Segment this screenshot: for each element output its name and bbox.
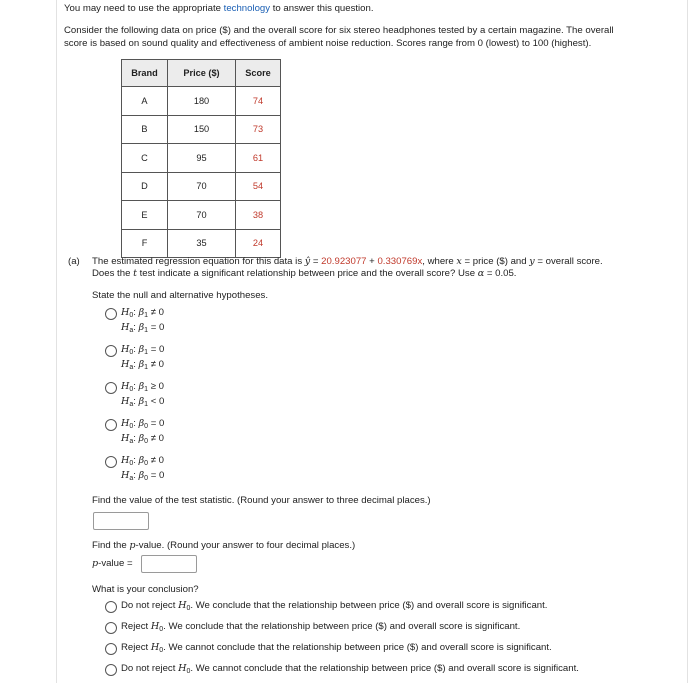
h-subscript: a [129, 364, 134, 371]
cell-score: 74 [236, 87, 281, 116]
y-definition: = overall score. [534, 256, 603, 267]
relation: ≠ 0 [148, 359, 165, 370]
t-variable: t [133, 268, 137, 279]
beta-subscript: 1 [144, 312, 149, 319]
relation: ≠ 0 [148, 433, 165, 444]
h-subscript: 0 [186, 668, 191, 675]
header-score: Score [236, 60, 281, 87]
line2-mid: test indicate a significant relationship between price and the overall score? Use [136, 268, 478, 279]
h-subscript: 0 [129, 312, 134, 319]
beta-subscript: 1 [144, 386, 149, 393]
pvalue-input[interactable] [141, 555, 197, 573]
colon: : [133, 455, 139, 466]
hypothesis-option-5-radio[interactable] [105, 456, 117, 468]
colon: : [133, 381, 139, 392]
cell-price: 35 [168, 229, 236, 258]
hypothesis-option-1-null [121, 307, 164, 319]
h-subscript: 0 [186, 605, 191, 612]
y-variable: y [529, 256, 535, 267]
hypothesis-option-4-radio[interactable] [105, 419, 117, 431]
test-stat-prompt: Find the value of the test statistic. (Round your answer to three decimal places.) [92, 495, 431, 506]
colon: : [133, 307, 139, 318]
pvalue-label-suffix: -value = [98, 558, 133, 569]
beta-symbol: β [138, 433, 145, 444]
problem-line-2: score is based on sound quality and effectiveness of ambient noise reduction. Scores range from 0 (lowest) to 100 (highest). [64, 38, 592, 49]
h-subscript: a [129, 438, 134, 445]
eq-prefix: The estimated regression equation for this data is [92, 256, 305, 267]
header-price: Price ($) [168, 60, 236, 87]
beta-symbol: β [138, 322, 145, 333]
conclusion-option-3-radio[interactable] [105, 643, 117, 655]
colon: : [133, 322, 139, 333]
hypothesis-option-3-alt [121, 396, 164, 408]
cell-score: 54 [236, 172, 281, 201]
h-symbol: H [121, 322, 130, 333]
conclusion-option-2-label[interactable] [121, 621, 520, 633]
h-symbol: H [121, 381, 130, 392]
h-symbol: H [121, 344, 130, 355]
p-variable: p [129, 540, 136, 551]
test-stat-input[interactable] [93, 512, 149, 530]
h-symbol: H [121, 396, 130, 407]
conclusion-option-1-label[interactable] [121, 600, 547, 612]
beta-symbol: β [138, 307, 145, 318]
relation: ≠ 0 [148, 307, 165, 318]
hypothesis-option-4-null [121, 418, 164, 430]
cell-brand: B [122, 115, 168, 144]
conclusion-option-1-radio[interactable] [105, 601, 117, 613]
beta-symbol: β [138, 396, 145, 407]
cell-brand: D [122, 172, 168, 201]
hypothesis-option-3-radio[interactable] [105, 382, 117, 394]
conclusion-pre: Reject [121, 642, 151, 653]
h-subscript: a [129, 401, 134, 408]
table-header-row [122, 60, 281, 87]
h-subscript: a [129, 475, 134, 482]
pvalue-prompt-suffix: -value. (Round your answer to four decimal places.) [135, 540, 356, 551]
beta-subscript: 0 [144, 423, 149, 430]
conclusion-option-4-label[interactable] [121, 663, 579, 675]
table-row [122, 144, 281, 173]
h-symbol: H [121, 470, 130, 481]
cell-brand: E [122, 201, 168, 230]
relation: ≠ 0 [148, 455, 165, 466]
beta-symbol: β [138, 381, 145, 392]
conclusion-option-3-label[interactable] [121, 642, 552, 654]
beta-subscript: 0 [144, 475, 149, 482]
relation: < 0 [148, 396, 165, 407]
table-row [122, 201, 281, 230]
hypothesis-option-1-radio[interactable] [105, 308, 117, 320]
intercept-value: 20.923077 [321, 256, 367, 267]
beta-symbol: β [138, 359, 145, 370]
hypothesis-option-4-alt [121, 433, 164, 445]
beta-subscript: 1 [144, 349, 149, 356]
pvalue-prompt-prefix: Find the [92, 540, 130, 551]
part-a-line-1 [92, 256, 603, 267]
table-row [122, 115, 281, 144]
part-a-label: (a) [68, 256, 80, 267]
eq-where: , where [422, 256, 457, 267]
technology-link[interactable]: technology [223, 3, 271, 14]
eq-plus: + [366, 256, 378, 267]
conclusion-post: . We conclude that the relationship between price ($) and overall score is significant. [190, 600, 548, 611]
cell-price: 150 [168, 115, 236, 144]
conclusion-option-4-radio[interactable] [105, 664, 117, 676]
y-hat: ŷ [304, 256, 311, 267]
part-a-line-2 [92, 268, 516, 279]
cell-price: 70 [168, 172, 236, 201]
pvalue-prompt [92, 540, 355, 551]
cell-score: 73 [236, 115, 281, 144]
line2-prefix: Does the [92, 268, 134, 279]
pvalue-label [92, 558, 133, 569]
hypothesis-option-5-alt [121, 470, 164, 482]
slope-term: 0.330769x [377, 256, 423, 267]
alpha-symbol: α [477, 268, 485, 279]
cell-score: 38 [236, 201, 281, 230]
cell-score: 24 [236, 229, 281, 258]
cell-price: 180 [168, 87, 236, 116]
colon: : [133, 359, 139, 370]
beta-symbol: β [138, 418, 145, 429]
beta-subscript: 0 [144, 438, 149, 445]
h-symbol: H [178, 600, 187, 611]
h-subscript: 0 [129, 386, 134, 393]
table-row [122, 87, 281, 116]
h-subscript: 0 [159, 626, 164, 633]
hypothesis-option-2-null [121, 344, 164, 356]
conclusion-pre: Do not reject [121, 663, 179, 674]
h-symbol: H [121, 418, 130, 429]
conclusion-post: . We cannot conclude that the relationship between price ($) and overall score is significant. [163, 642, 552, 653]
beta-symbol: β [138, 455, 145, 466]
colon: : [133, 433, 139, 444]
header-brand: Brand [122, 60, 168, 87]
h-symbol: H [121, 433, 130, 444]
x-variable: x [456, 256, 462, 267]
beta-subscript: 1 [144, 364, 149, 371]
h-subscript: 0 [129, 460, 134, 467]
h-symbol: H [178, 663, 187, 674]
beta-subscript: 1 [144, 401, 149, 408]
eq-equals: = [310, 256, 322, 267]
conclusion-prompt: What is your conclusion? [92, 584, 199, 595]
hypothesis-option-5-null [121, 455, 164, 467]
relation: = 0 [148, 344, 165, 355]
relation: = 0 [148, 418, 165, 429]
relation: = 0 [148, 470, 165, 481]
conclusion-post: . We conclude that the relationship between price ($) and overall score is significant. [163, 621, 521, 632]
cell-brand: F [122, 229, 168, 258]
h-symbol: H [121, 359, 130, 370]
beta-symbol: β [138, 470, 145, 481]
hypothesis-option-3-null [121, 381, 164, 393]
h-symbol: H [150, 642, 160, 653]
cell-price: 70 [168, 201, 236, 230]
relation: ≥ 0 [148, 381, 165, 392]
beta-subscript: 0 [144, 460, 149, 467]
h-subscript: 0 [129, 423, 134, 430]
conclusion-pre: Do not reject [121, 600, 179, 611]
colon: : [133, 470, 139, 481]
pvalue-label-p: p [92, 558, 99, 569]
hypothesis-option-1-alt [121, 322, 164, 334]
h-symbol: H [121, 455, 130, 466]
table-row [122, 229, 281, 258]
colon: : [133, 344, 139, 355]
hypothesis-option-2-radio[interactable] [105, 345, 117, 357]
intro-text [64, 3, 374, 14]
cell-price: 95 [168, 144, 236, 173]
h-symbol: H [121, 307, 130, 318]
data-table [121, 59, 281, 258]
colon: : [133, 418, 139, 429]
problem-line-1: Consider the following data on price ($) and the overall score for six stereo headphones tested by a certain magazine. The overall [64, 25, 614, 36]
intro-suffix: to answer this question. [270, 3, 374, 14]
colon: : [133, 396, 139, 407]
conclusion-pre: Reject [121, 621, 151, 632]
beta-subscript: 1 [144, 327, 149, 334]
conclusion-post: . We cannot conclude that the relationship between price ($) and overall score is significant. [190, 663, 579, 674]
cell-brand: A [122, 87, 168, 116]
cell-score: 61 [236, 144, 281, 173]
cell-brand: C [122, 144, 168, 173]
h-subscript: 0 [159, 647, 164, 654]
beta-symbol: β [138, 344, 145, 355]
hypotheses-prompt: State the null and alternative hypotheses. [92, 290, 269, 301]
h-subscript: 0 [129, 349, 134, 356]
intro-prefix: You may need to use the appropriate [64, 3, 224, 14]
hypothesis-option-2-alt [121, 359, 164, 371]
conclusion-option-2-radio[interactable] [105, 622, 117, 634]
h-symbol: H [150, 621, 160, 632]
alpha-value: = 0.05. [484, 268, 517, 279]
table-row [122, 172, 281, 201]
x-definition: = price ($) and [461, 256, 530, 267]
h-subscript: a [129, 327, 134, 334]
relation: = 0 [148, 322, 165, 333]
